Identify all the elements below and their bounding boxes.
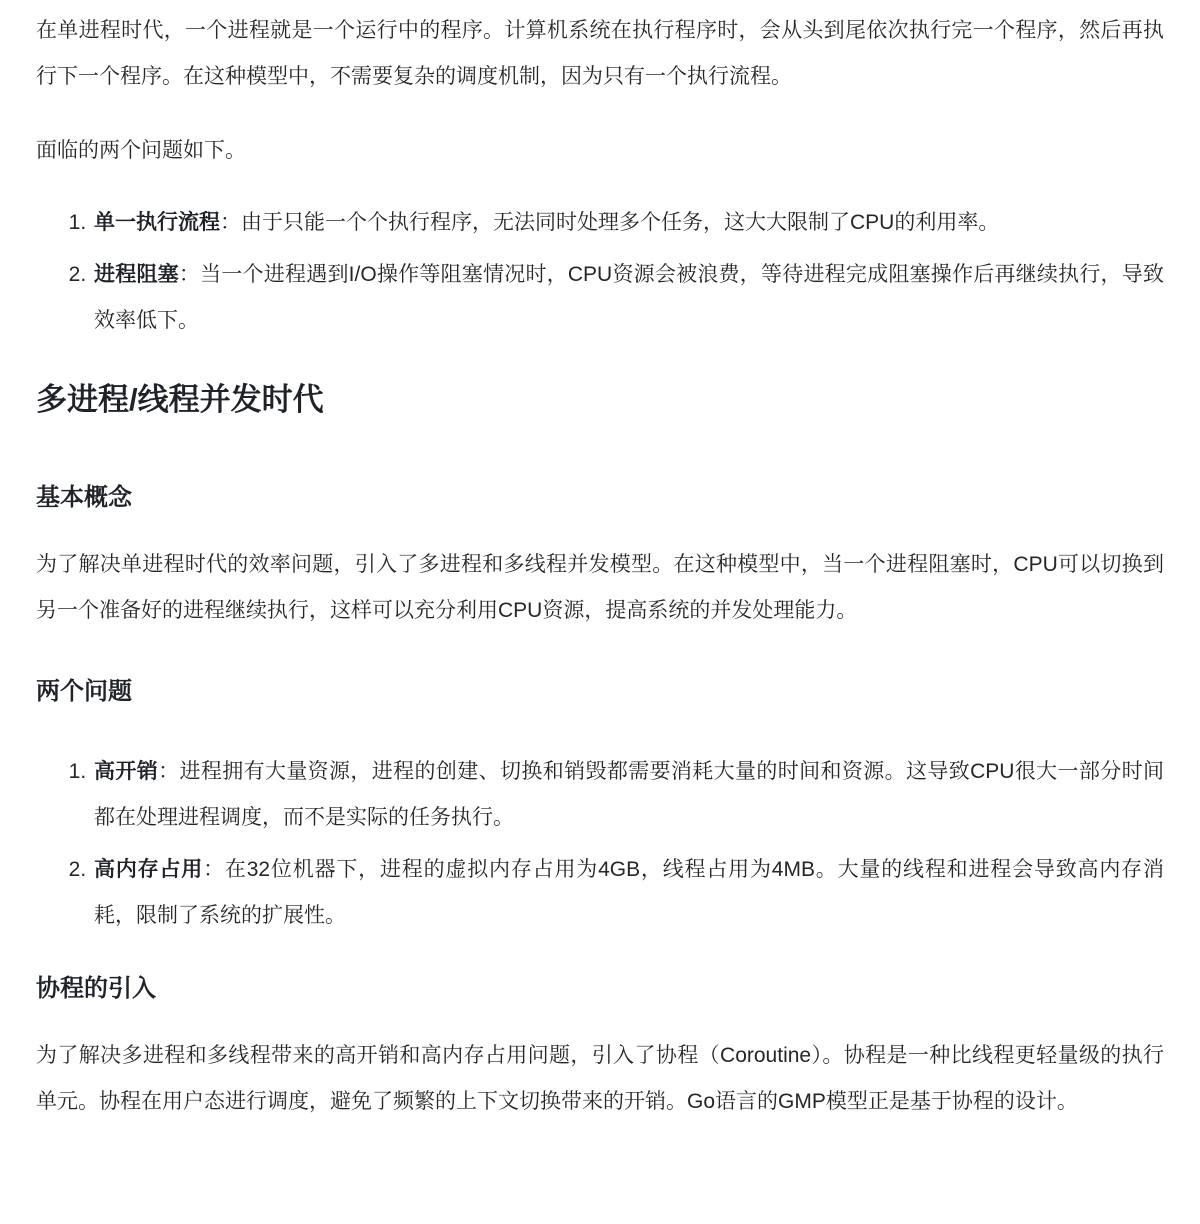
subsection-heading-two-problems: 两个问题 — [36, 678, 132, 705]
list-item-description: ：当一个进程遇到I/O操作等阻塞情况时，CPU资源会被浪费，等待进程完成阻塞操作后再继续执行，导致效率低下。 — [94, 263, 1164, 332]
list-item-term: 高内存占用 — [94, 858, 204, 881]
list-item-high-overhead — [92, 749, 1164, 841]
list-item-term: 高开销 — [94, 760, 159, 783]
list-item-description: ：由于只能一个个执行程序，无法同时处理多个任务，这大大限制了CPU的利用率。 — [220, 211, 1000, 234]
paragraph-basic-concepts: 为了解决单进程时代的效率问题，引入了多进程和多线程并发模型。在这种模型中，当一个进程阻塞时，CPU可以切换到另一个准备好的进程继续执行，这样可以充分利用CPU资源，提高系统的并发处理能力。 — [36, 553, 1164, 622]
paragraph-problems-lead: 面临的两个问题如下。 — [36, 139, 246, 162]
list-item-term: 单一执行流程 — [94, 211, 220, 234]
list-item-single-execution-flow — [92, 200, 1164, 246]
list-item-description: ：在32位机器下，进程的虚拟内存占用为4GB，线程占用为4MB。大量的线程和进程会导致高内存消耗，限制了系统的扩展性。 — [94, 858, 1165, 927]
single-process-problems-list — [36, 200, 1164, 344]
list-item-process-blocking — [92, 252, 1164, 344]
paragraph-coroutine-introduction: 为了解决多进程和多线程带来的高开销和高内存占用问题，引入了协程（Coroutine）。协程是一种比线程更轻量级的执行单元。协程在用户态进行调度，避免了频繁的上下文切换带来的开销。Go语言的GMP模型正是基于协程的设计。 — [36, 1044, 1164, 1113]
subsection-heading-basic-concepts: 基本概念 — [36, 484, 132, 511]
section-heading-multiprocess-era: 多进程/线程并发时代 — [36, 382, 324, 417]
list-item-description: ：进程拥有大量资源，进程的创建、切换和销毁都需要消耗大量的时间和资源。这导致CPU很大一部分时间都在处理进程调度，而不是实际的任务执行。 — [94, 760, 1164, 829]
multiprocess-problems-list — [36, 749, 1164, 939]
list-item-high-memory-usage — [92, 847, 1164, 939]
paragraph-single-process-intro: 在单进程时代，一个进程就是一个运行中的程序。计算机系统在执行程序时，会从头到尾依次执行完一个程序，然后再执行下一个程序。在这种模型中，不需要复杂的调度机制，因为只有一个执行流程。 — [36, 19, 1164, 88]
subsection-heading-coroutine-introduction: 协程的引入 — [36, 975, 156, 1002]
list-item-term: 进程阻塞 — [94, 263, 179, 286]
